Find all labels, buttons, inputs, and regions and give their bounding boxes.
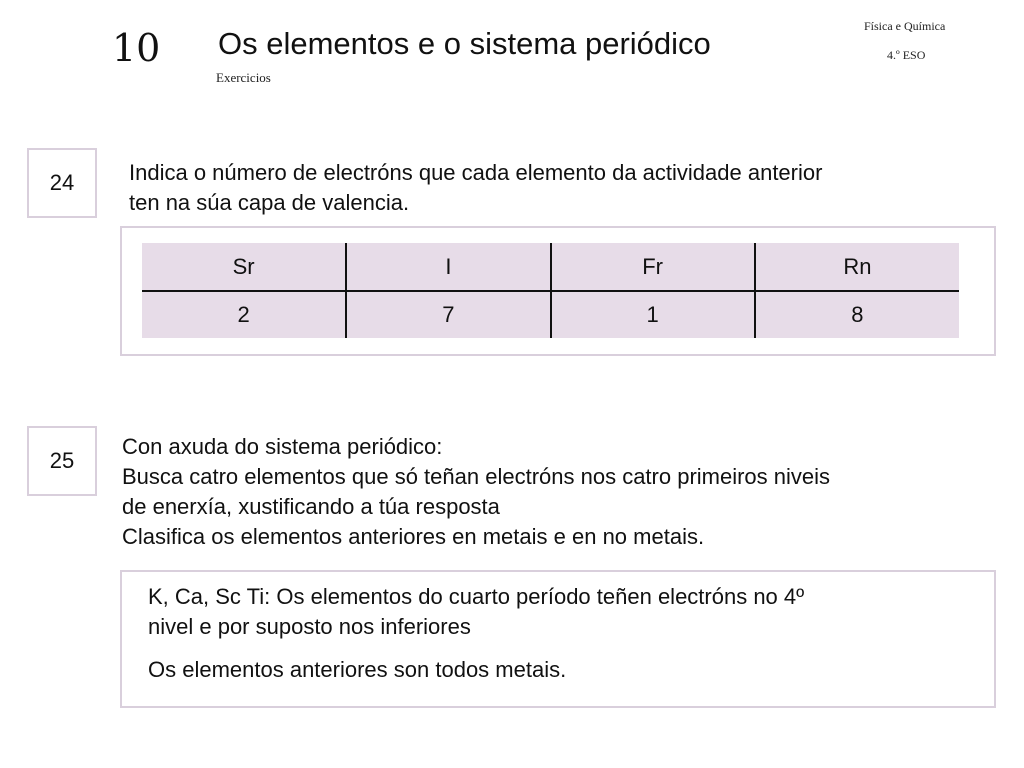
question-line: Con axuda do sistema periódico: — [122, 434, 443, 459]
grade-label: 4.º ESO — [887, 48, 926, 62]
table-cell: 2 — [142, 291, 346, 338]
valence-electrons-table — [142, 243, 959, 338]
answer-line: Os elementos anteriores son todos metais. — [148, 657, 567, 682]
exercise-number-label: 24 — [49, 170, 75, 195]
answer-line: nivel e por suposto nos inferiores — [148, 614, 471, 639]
table-header-cell: Fr — [551, 243, 755, 291]
subject-label: Física e Química — [864, 19, 946, 33]
table-header-cell: Rn — [755, 243, 959, 291]
exercise-25-question — [122, 432, 830, 552]
exercise-number-label: 25 — [49, 448, 75, 473]
exercise-number-25 — [27, 426, 97, 496]
table-header-row — [142, 243, 959, 291]
table-cell: 1 — [551, 291, 755, 338]
table-header-cell: Sr — [142, 243, 346, 291]
chapter-number: 10 — [112, 26, 161, 70]
question-line: Busca catro elementos que só teñan electróns nos catro primeiros niveis — [122, 464, 831, 489]
question-line: de enerxía, xustificando a túa resposta — [122, 494, 500, 519]
exercise-number-24 — [27, 148, 97, 218]
question-line: ten na súa capa de valencia. — [129, 190, 410, 215]
table-cell: 8 — [755, 291, 959, 338]
table-cell: 7 — [346, 291, 550, 338]
table-row — [142, 291, 959, 338]
page-title: Os elementos e o sistema periódico — [218, 26, 711, 61]
answer-line: K, Ca, Sc Ti: Os elementos do cuarto período teñen electróns no 4º — [148, 584, 805, 609]
question-line: Clasifica os elementos anteriores en metais e en no metais. — [122, 524, 705, 549]
page-subtitle: Exercicios — [216, 70, 271, 85]
question-line: Indica o número de electróns que cada elemento da actividade anterior — [129, 160, 823, 185]
table-header-cell: I — [346, 243, 550, 291]
exercise-24-question — [129, 158, 822, 218]
